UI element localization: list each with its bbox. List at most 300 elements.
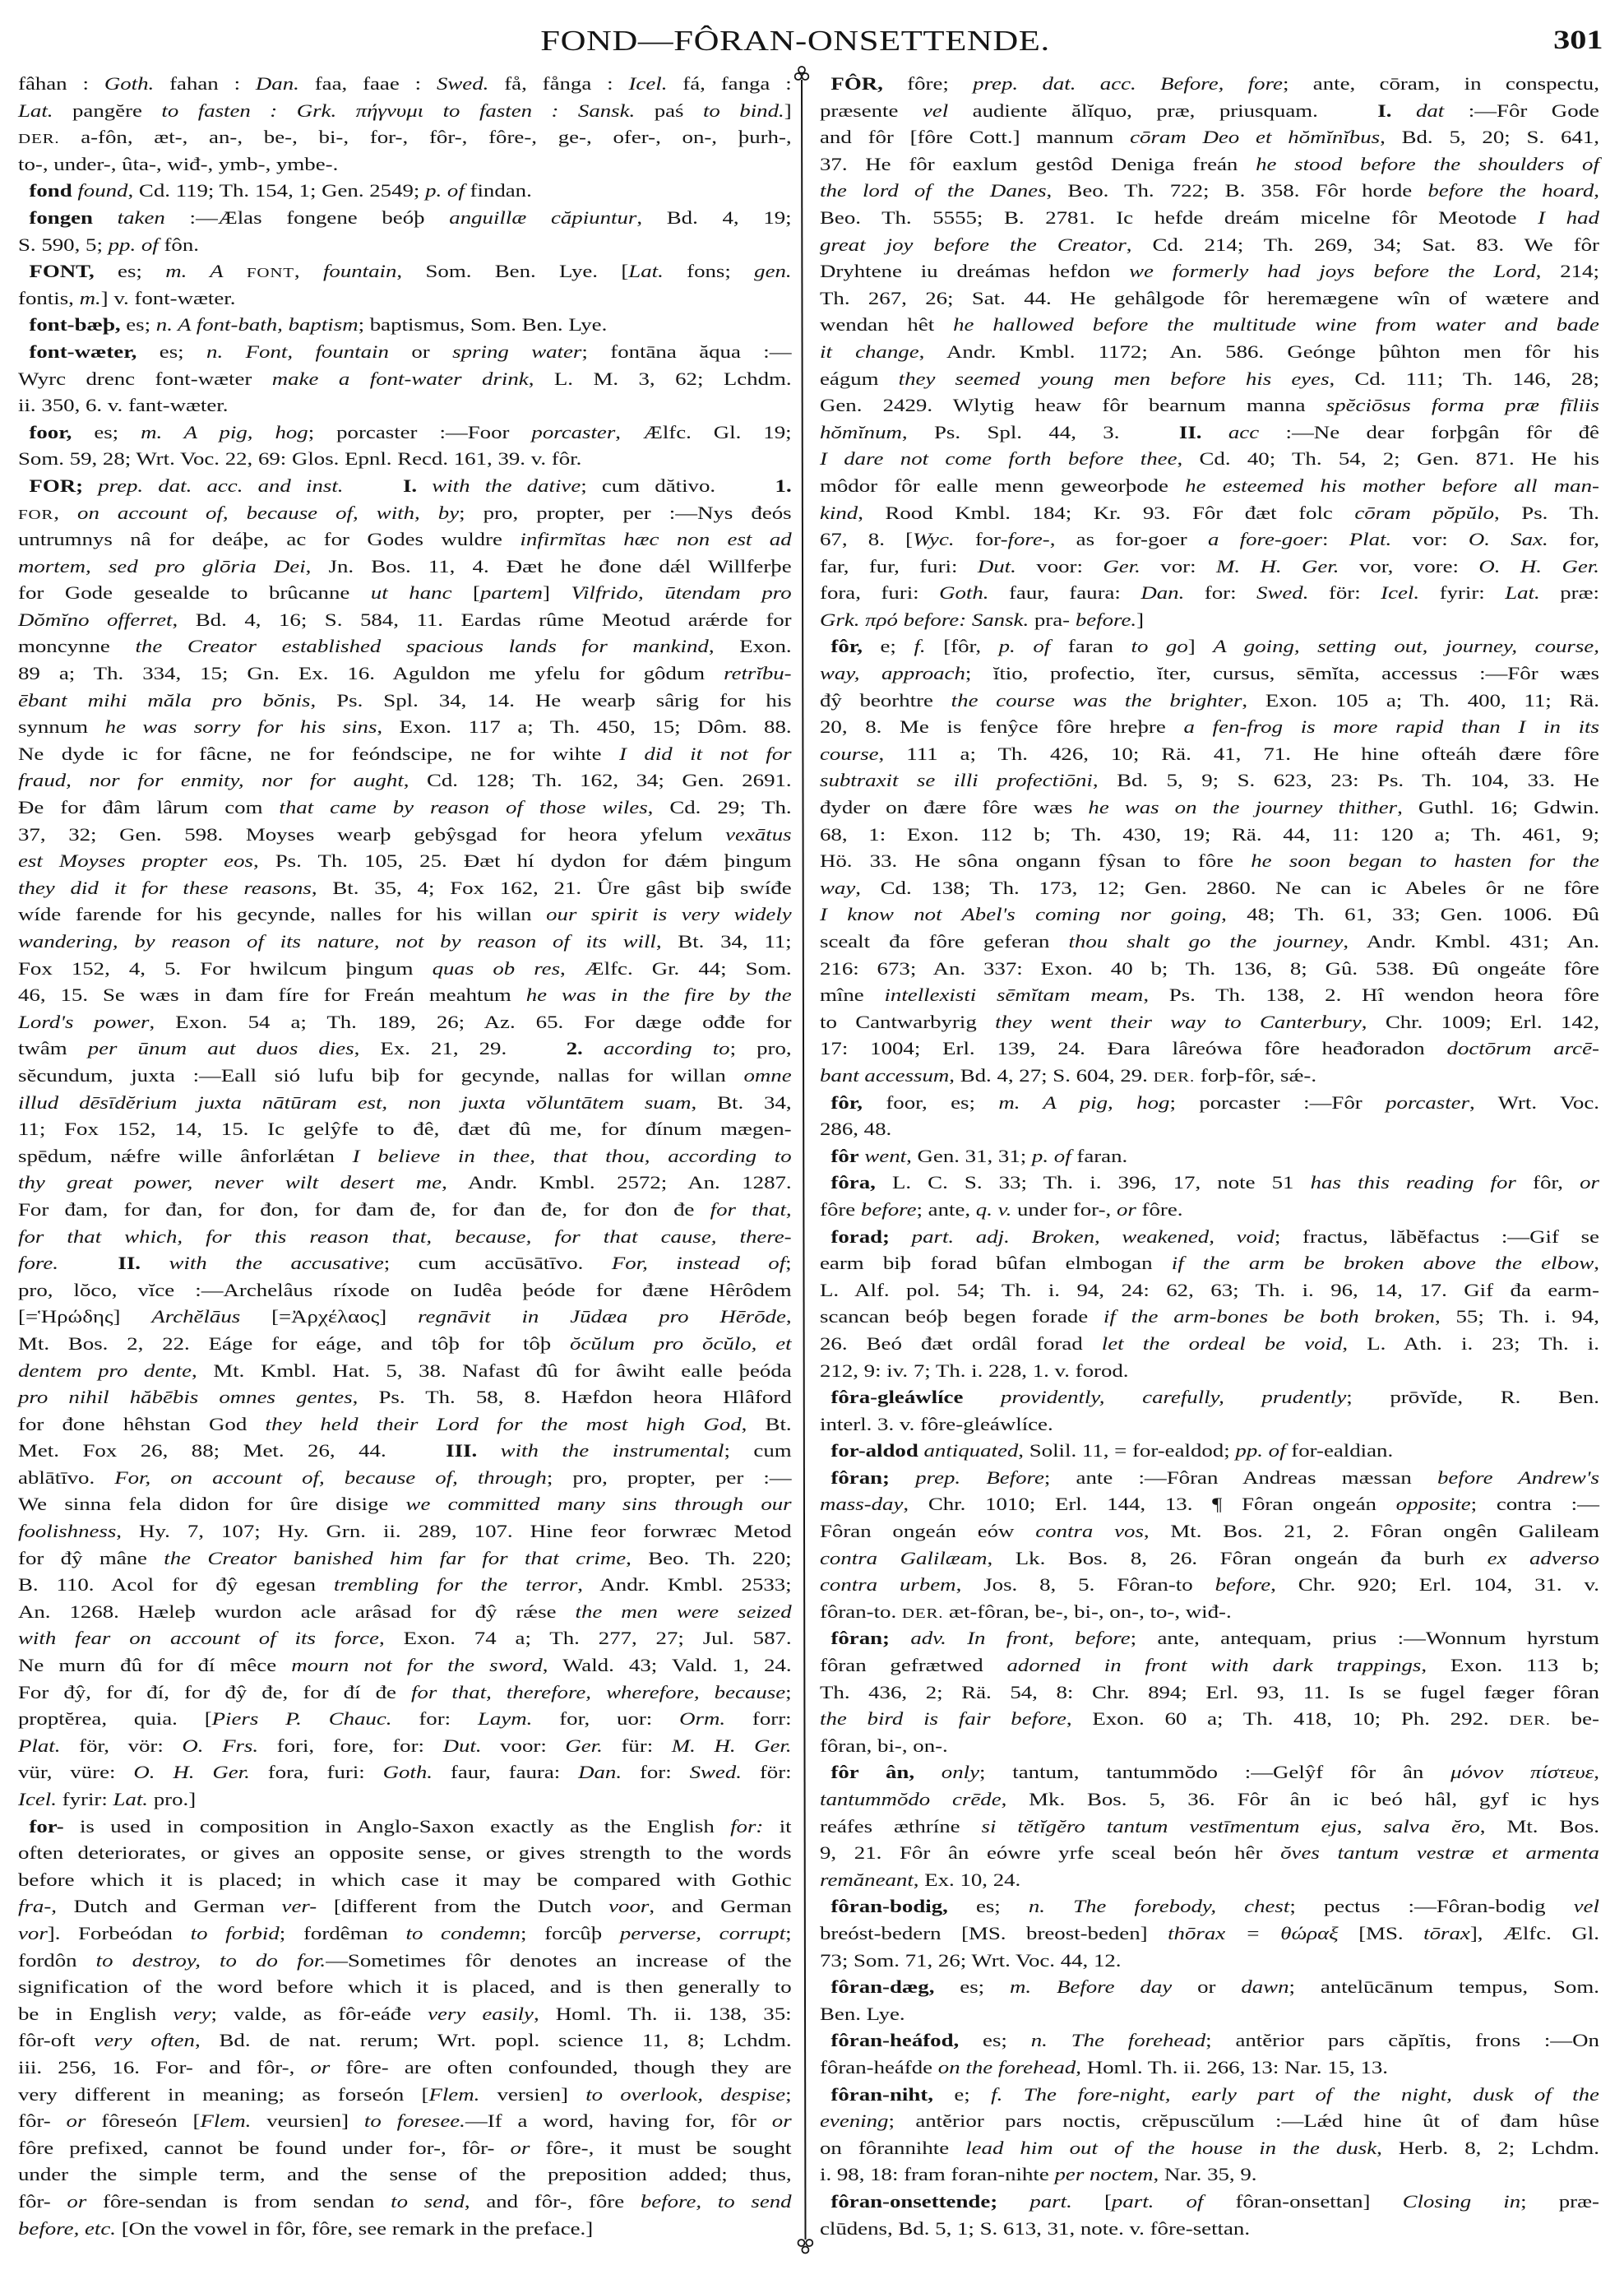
italic-gloss: he hallowed before the multitude wine from water and bade: [953, 314, 1599, 336]
italic-gloss: the Creator banished him far for that crime: [164, 1547, 627, 1568]
text-run: [83, 475, 98, 496]
italic-gloss: prep. Before: [915, 1466, 1044, 1488]
italic-gloss: we formerly had joys before the Lord: [1129, 261, 1536, 282]
text-line: [820, 660, 1599, 688]
text-run: faur, faura:: [988, 582, 1141, 604]
italic-gloss: with the accusative: [169, 1253, 384, 1274]
italic-gloss: providently, carefully, prudently: [1001, 1387, 1347, 1408]
text-run: ; porcaster :—Foor: [308, 421, 532, 442]
text-run: [different from the Dutch: [317, 1896, 609, 1917]
italic-gloss: adv. In front, before: [910, 1628, 1131, 1649]
italic-gloss: tōrax: [1423, 1922, 1470, 1943]
italic-gloss: they went their way to Canterbury: [995, 1011, 1362, 1032]
italic-gloss: ēbant mihi măla pro bŏnis: [18, 689, 311, 711]
italic-gloss: taken: [117, 206, 165, 228]
text-run: 9, 21. Fôr ân eówre yrfe sceal beón hêr: [820, 1842, 1281, 1864]
italic-gloss: on the forehead: [937, 2056, 1076, 2078]
text-run: , 111 a; Th. 426, 10; Rä. 41, 71. He hine ofteáh đære fôre: [878, 743, 1599, 764]
text-run: es;: [120, 314, 156, 336]
text-line: [18, 1920, 792, 1948]
headword: fond: [29, 180, 72, 202]
text-line: [820, 875, 1599, 902]
text-run: Ne dyde ic for fâcne, ne for feóndscipe, ne for wihte: [18, 743, 619, 764]
text-run: on fôrannihte: [820, 2137, 966, 2158]
text-run: fôr-oft: [18, 2030, 95, 2051]
text-run: to-, under-, ûta-, wiđ-, ymb-, ymbe-.: [18, 153, 339, 174]
italic-gloss: p. of: [425, 180, 465, 202]
text-line: [18, 822, 792, 849]
text-line: [820, 419, 1599, 447]
italic-gloss: mourn not for the sword: [291, 1655, 543, 1676]
italic-gloss: p. of: [1031, 1145, 1071, 1166]
text-run: [859, 1146, 865, 1166]
text-line: [18, 1948, 792, 1975]
italic-gloss: Goth.: [382, 1762, 433, 1783]
italic-gloss: M. H. Ger.: [671, 1735, 792, 1756]
text-run: fori, fore, for:: [258, 1735, 443, 1756]
headword: FÔR,: [831, 73, 883, 94]
headword: I.: [1377, 100, 1392, 121]
text-line: [18, 1304, 792, 1331]
text-run: für:: [602, 1735, 672, 1756]
text-run: , Andr. Kmbl. 431; An.: [1343, 931, 1599, 952]
text-line: [820, 982, 1599, 1009]
text-line: [820, 312, 1599, 339]
text-run: [918, 1440, 924, 1461]
italic-gloss: or: [67, 2190, 87, 2212]
text-run: ; forcûþ: [520, 1922, 620, 1943]
italic-gloss: thou shalt go the journey: [1068, 931, 1344, 952]
headword: for-: [29, 1815, 64, 1837]
italic-gloss: M. H. Ger.: [1215, 555, 1339, 577]
text-line: [18, 1867, 792, 1894]
text-line: [820, 124, 1599, 151]
italic-gloss: intellexisti sēmĭtam meam: [884, 984, 1144, 1006]
text-line: [18, 2082, 792, 2109]
italic-gloss: he esteemed his mother before all man-: [1185, 475, 1599, 496]
text-run: ; fordêman: [279, 1922, 406, 1943]
italic-gloss: they did it for these reasons: [18, 877, 312, 898]
text-run: it: [763, 1815, 792, 1837]
italic-gloss: f.: [914, 636, 926, 657]
italic-gloss: kind: [820, 502, 858, 523]
italic-gloss: n. A font-bath, baptism: [155, 314, 359, 336]
text-run: môdor fôr ealle menn geweorþode: [820, 475, 1186, 496]
text-line: [18, 875, 792, 902]
text-run: [417, 475, 432, 496]
italic-gloss: quas ob res: [432, 957, 561, 979]
text-run: ; ĭtio, profectio, ĭter, cursus, sēmĭta, accessus :—Fôr wæs: [965, 663, 1599, 684]
text-line: [18, 98, 792, 125]
text-run: för:: [741, 1762, 792, 1783]
text-run: ,: [1594, 1253, 1599, 1274]
italic-gloss: adorned in front with dark trappings: [1006, 1655, 1422, 1676]
text-run: ; præ-: [1520, 2190, 1599, 2212]
text-run: ; antĕrior pars noctis, crĕpuscŭlum :—Lǽd hine ût of đam hûse: [888, 2110, 1599, 2132]
text-line: [820, 1572, 1599, 1599]
italic-gloss: before: [860, 1198, 917, 1220]
italic-gloss: I did it not for: [618, 743, 792, 764]
italic-gloss: n. The forebody, chest: [1028, 1896, 1290, 1917]
text-line: [18, 1974, 792, 2001]
text-line: [18, 1331, 792, 1358]
text-run: Đe for đâm lârum com: [18, 797, 280, 818]
text-run: pra-: [1029, 609, 1076, 630]
text-line: [820, 366, 1599, 393]
text-run: fôr-: [18, 2190, 67, 2212]
text-run: ii. 350, 6. v. fant-wæter.: [18, 395, 229, 416]
headword: fôr: [831, 1145, 859, 1166]
text-run: , Bt.: [741, 1413, 792, 1434]
headword: 1.: [775, 475, 792, 496]
text-run: , Ps. Spl. 44, 3.: [901, 421, 1120, 442]
text-line: [18, 633, 792, 660]
italic-gloss: before, etc.: [18, 2217, 116, 2239]
text-run: , Mk. Bos. 5, 36. Fôr ân ic beó hâl, gyf ic hys: [1001, 1789, 1599, 1809]
italic-gloss: very often: [94, 2030, 195, 2051]
italic-gloss: if the arm-bones be both broken: [1103, 1306, 1435, 1327]
text-line: [18, 124, 792, 151]
headword: fôran;: [831, 1466, 890, 1488]
text-run: 89 a; Th. 334, 15; Gn. Ex. 16. Aguldon me yfelu for gôdum: [18, 663, 724, 684]
text-run: ; pectus :—Fôran-bodig: [1289, 1896, 1574, 1917]
text-run: [fôr,: [925, 636, 999, 657]
text-run: Fox 152, 4, 5. For hwilcum þingum: [18, 957, 433, 979]
text-run: For đam, for đan, for đon, for đam đe, for đan đe, for đon đe: [18, 1198, 710, 1220]
text-line: [18, 714, 792, 741]
text-run: mîne: [820, 984, 885, 1006]
text-run: , Bd. 5, 20; S. 641,: [1380, 127, 1599, 148]
entry-first-line: [820, 1759, 1599, 1786]
text-run: , Cd. 119; Th. 154, 1; Gen. 2549;: [127, 180, 426, 202]
text-run: 37. He fôr eaxlum gestôd Deniga freán: [820, 153, 1256, 174]
text-run: , Bd. 5, 9; S. 623, 23: Ps. Th. 104, 33. He: [1092, 770, 1599, 791]
italic-gloss: to send: [391, 2190, 465, 2212]
text-run: fôre-, it must be sought: [530, 2137, 792, 2158]
text-line: [820, 1116, 1599, 1143]
text-line: [18, 2135, 792, 2162]
italic-gloss: to bind.: [702, 100, 784, 121]
text-run: , Beo. Th. 220;: [626, 1547, 792, 1568]
text-run: [1391, 100, 1415, 121]
text-line: [820, 151, 1599, 178]
text-line: [18, 607, 792, 634]
entry-first-line: [820, 2082, 1599, 2109]
text-line: [18, 2189, 792, 2216]
text-run: ,: [1594, 1762, 1599, 1783]
text-line: [18, 580, 792, 607]
italic-gloss: f. The fore-night, early part of the night, dusk of the: [991, 2083, 1599, 2105]
text-run: ; antĕrior pars căpĭtis, frons :—On: [1205, 2030, 1599, 2051]
text-run: 67, 8. [: [820, 529, 914, 550]
text-run: for:: [622, 1762, 690, 1783]
text-line: [18, 151, 792, 178]
text-line: [18, 956, 792, 983]
text-run: twâm: [18, 1038, 88, 1059]
text-run: , Ælfc. Gr. 44; Som.: [560, 957, 792, 979]
italic-gloss: contra Galilæam: [820, 1547, 988, 1568]
small-caps-label: DER.: [901, 1605, 944, 1621]
italic-gloss: doctōrum arcē-: [1446, 1038, 1599, 1059]
italic-gloss: before the hoard: [1427, 180, 1594, 202]
text-run: earm biþ forad bûfan elmbogan: [820, 1253, 1172, 1274]
text-run: fôreseón [: [86, 2110, 201, 2132]
text-run: ]: [784, 100, 792, 121]
entry-first-line: [820, 2027, 1599, 2055]
text-run: spēdum, nǽfre wille ânforlǽtan: [18, 1145, 353, 1166]
text-run: fora, furi:: [820, 582, 940, 604]
italic-gloss: Ger.: [1103, 555, 1141, 577]
text-run: untrumnys nâ for deáþe, ac for Godes wuldre: [18, 529, 521, 550]
text-run: 37, 32; Gen. 598. Moyses wearþ gebŷsgad for heora yfelum: [18, 823, 726, 845]
text-run: ; pro,: [729, 1038, 792, 1059]
italic-gloss: great joy before the Creator: [820, 234, 1127, 255]
running-head-title: FOND—FÔRAN-ONSETTENDE.: [540, 25, 1050, 57]
entry-first-line: [18, 1814, 792, 1841]
text-run: ;: [785, 1922, 792, 1943]
italic-gloss: est Moyses propter eos: [18, 850, 253, 872]
italic-gloss: ex adverso: [1487, 1547, 1599, 1568]
headword: fôran-onsettende;: [831, 2190, 998, 2212]
text-line: [820, 98, 1599, 125]
text-run: foor, es;: [862, 1091, 999, 1113]
text-line: [18, 1786, 792, 1814]
italic-gloss: voor: [608, 1896, 650, 1917]
italic-gloss: thy great power, never wilt desert me: [18, 1172, 442, 1193]
headword: font-bæþ,: [29, 314, 121, 336]
italic-gloss: tantummŏdo crēde: [820, 1789, 1002, 1809]
text-line: [820, 1920, 1599, 1948]
italic-gloss: or: [1580, 1172, 1599, 1193]
small-caps-label: FONT: [246, 265, 294, 281]
text-line: [820, 1706, 1599, 1733]
text-run: Gen. 2429. Wlytig heaw fôr bearnum manna: [820, 395, 1326, 416]
text-run: ,: [53, 502, 78, 523]
text-run: —If a word, having for, fôr: [465, 2110, 772, 2132]
text-run: for, uor:: [532, 1708, 680, 1730]
text-run: , Ps. Th.: [1494, 502, 1599, 523]
italic-gloss: the men were seized: [575, 1601, 792, 1622]
italic-gloss: q. v.: [975, 1198, 1012, 1220]
text-run: , Ex. 10, 24.: [913, 1869, 1021, 1890]
text-run: , Chr. 920; Erl. 104, 31. v.: [1270, 1574, 1599, 1596]
text-line: [820, 392, 1599, 419]
text-line: [18, 71, 792, 98]
italic-gloss: Grk. πρό before: Sansk.: [820, 609, 1029, 630]
italic-gloss: we committed many sins through our: [405, 1494, 792, 1515]
text-line: [18, 929, 792, 956]
text-run: es;: [72, 421, 141, 442]
text-line: [820, 232, 1599, 259]
headword: 2.: [566, 1038, 583, 1059]
text-line: [18, 1411, 792, 1438]
headword: I.: [402, 475, 418, 496]
italic-gloss: hŏmĭnum: [820, 421, 902, 442]
italic-gloss: Closing in: [1402, 2190, 1521, 2212]
text-run: B. 110. Acol for đŷ egesan: [18, 1574, 334, 1596]
text-run: , Ps. Spl. 34, 14. He wearþ sârig for his: [310, 689, 792, 711]
italic-gloss: to foresee.: [363, 2110, 465, 2132]
italic-gloss: or: [1116, 1198, 1136, 1220]
text-line: [18, 1438, 792, 1465]
text-line: [820, 1491, 1599, 1518]
text-line: [18, 2161, 792, 2189]
text-run: findan.: [464, 180, 532, 202]
text-run: 286, 48.: [820, 1119, 892, 1140]
text-run: wendan hêt: [820, 314, 954, 336]
headword: FOR;: [29, 475, 84, 496]
text-run: Th. 267, 26; Sat. 44. He gehâlgode fôr heremægene wîn of wætere and: [820, 287, 1599, 308]
italic-gloss: ver-: [281, 1896, 317, 1917]
entry-first-line: [18, 205, 792, 232]
text-run: to Cantwarbyrig: [820, 1011, 996, 1032]
italic-gloss: it change: [820, 340, 919, 362]
text-run: fá, fanga :: [667, 73, 792, 94]
text-run: for đone hêhstan God: [18, 1413, 266, 1434]
text-run: S. 590, 5;: [18, 234, 109, 255]
italic-gloss: the bird is fair before: [820, 1708, 1066, 1730]
entry-first-line: [18, 312, 792, 339]
text-run: i. 98, 18: fram foran-nihte: [820, 2164, 1055, 2185]
text-run: vor:: [1140, 555, 1216, 577]
headword: fôran-bodig,: [831, 1896, 948, 1917]
italic-gloss: vel: [1573, 1896, 1599, 1917]
text-run: for:: [391, 1708, 478, 1730]
italic-gloss: part. adj. Broken, weakened, void: [911, 1225, 1275, 1247]
italic-gloss: remăneant: [820, 1869, 914, 1890]
italic-gloss: mortem, sed pro glōria Dei: [18, 555, 306, 577]
text-run: , Bt. 34, 11;: [655, 931, 792, 952]
text-line: [820, 2108, 1599, 2135]
text-line: [18, 1759, 792, 1786]
italic-gloss: the Creator established spacious lands for mankind: [135, 636, 709, 657]
italic-gloss: antiquated: [923, 1440, 1019, 1462]
text-run: Wyrc drenc font-wæter: [18, 368, 272, 389]
text-run: , Exon. 60 a; Th. 418, 10; Ph. 292.: [1066, 1708, 1510, 1730]
text-line: [820, 1411, 1599, 1438]
text-line: [18, 794, 792, 822]
text-run: fyrir:: [1419, 582, 1506, 604]
text-line: [18, 2027, 792, 2055]
text-run: often deteriorates, or gives an opposite sense, or gives strength to the words: [18, 1842, 792, 1864]
text-run: versien]: [479, 2083, 586, 2105]
text-run: , Herb. 8, 2; Lchdm.: [1376, 2137, 1599, 2158]
text-run: scancan beóþ begen forade: [820, 1306, 1103, 1327]
italic-gloss: make a font-water drink: [271, 368, 529, 389]
text-run: , Mt. Bos.: [1479, 1815, 1599, 1837]
italic-gloss: for that, therefore, wherefore, because: [411, 1681, 786, 1702]
text-run: æt-fôran, be-, bi-, on-, to-, wiđ-.: [943, 1601, 1232, 1622]
italic-gloss: Goth.: [939, 582, 989, 604]
text-run: [MS.: [1338, 1922, 1424, 1943]
text-run: , Wrt. Voc.: [1469, 1091, 1599, 1113]
text-run: [On the vowel in fôr, fôre, see remark in the preface.]: [115, 2217, 594, 2239]
text-run: , Mt. Bos. 21, 2. Fôran ongên Galileam: [1143, 1521, 1599, 1542]
text-line: [820, 1840, 1599, 1867]
text-run: 26. Beó đæt ordâl forad: [820, 1332, 1102, 1354]
text-line: [820, 2001, 1599, 2028]
text-run: for-ealdian.: [1285, 1440, 1394, 1462]
text-line: [18, 1733, 792, 1760]
italic-gloss: fra-: [18, 1896, 52, 1917]
text-line: [18, 1116, 792, 1143]
text-run: ; baptismus, Som. Ben. Lye.: [358, 314, 608, 336]
headword: fôran-dæg,: [831, 1976, 935, 1998]
text-run: fyrir:: [56, 1789, 113, 1809]
italic-gloss: our spirit is very widely: [546, 904, 792, 925]
text-line: [820, 848, 1599, 875]
italic-gloss: with the instrumental: [500, 1440, 724, 1462]
italic-gloss: fore-: [1007, 529, 1050, 550]
italic-gloss: pro nihil hăbēbis omnes gentes: [18, 1387, 353, 1408]
italic-gloss: pp. of: [108, 234, 159, 255]
text-line: [820, 1518, 1599, 1545]
text-line: [18, 688, 792, 715]
text-run: synnum: [18, 716, 105, 738]
text-run: , Exon. 113 b;: [1421, 1655, 1599, 1676]
italic-gloss: ŏcŭlum pro ŏcŭlo, et: [570, 1332, 792, 1354]
text-line: [820, 1814, 1599, 1841]
text-run: fons;: [663, 261, 755, 282]
italic-gloss: Dan.: [578, 1762, 622, 1783]
text-line: [820, 1733, 1599, 1760]
headword: fôr ân,: [831, 1762, 915, 1783]
italic-gloss: let the ordeal be void: [1101, 1332, 1343, 1354]
entry-first-line: [820, 71, 1599, 98]
text-run: faran: [1050, 636, 1131, 657]
text-line: [820, 1599, 1599, 1626]
italic-gloss: prep. dat. acc. Before, fore: [973, 73, 1283, 94]
text-run: clūdens, Bd. 5, 1; S. 613, 31, note. v. fôre-settan.: [820, 2217, 1251, 2239]
text-run: ]: [1187, 636, 1214, 657]
italic-gloss: fountain: [322, 261, 397, 282]
text-run: fôr-: [18, 2110, 67, 2132]
text-run: [890, 1628, 910, 1648]
text-run: ;: [785, 2083, 792, 2105]
entry-first-line: [820, 1465, 1599, 1492]
italic-gloss: porcaster: [531, 421, 616, 442]
italic-gloss: Laym.: [477, 1708, 533, 1730]
italic-gloss: wandering, by reason of its nature, not by reason of its will: [18, 931, 656, 952]
italic-gloss: pp. of: [1235, 1440, 1286, 1462]
italic-gloss: evening: [820, 2110, 889, 2132]
text-line: [18, 1143, 792, 1170]
text-run: ; fontāna ăqua :—: [581, 340, 792, 362]
divider-rule: [802, 80, 806, 2240]
italic-gloss: O. Sax.: [1468, 529, 1548, 550]
entry-first-line: [820, 1170, 1599, 1197]
text-run: Hö. 33. He sôna ongann fŷsan to fôre: [820, 850, 1252, 872]
text-run: fôre: [820, 1198, 861, 1220]
text-run: We sinna fela didon for ûre disige: [18, 1494, 406, 1515]
italic-gloss: found: [77, 180, 128, 202]
italic-gloss: Swed.: [436, 73, 489, 94]
text-run: , 55; Th. i. 94,: [1434, 1306, 1599, 1327]
italic-gloss: ŏves tantum vestræ et armenta: [1280, 1842, 1599, 1864]
entry-first-line: [18, 258, 792, 285]
text-line: [820, 956, 1599, 983]
text-run: , Andr. Kmbl. 1172; An. 586. Geónge þûhton men fôr his: [918, 340, 1599, 362]
text-line: [820, 580, 1599, 607]
italic-gloss: I believe in thee, that thou, according to: [352, 1145, 792, 1166]
text-run: :: [1322, 529, 1349, 550]
text-run: , Guthl. 16; Gdwin.: [1397, 797, 1599, 818]
text-run: vor:: [1391, 529, 1469, 550]
text-line: [18, 1706, 792, 1733]
italic-gloss: m. A pig, hog: [998, 1091, 1170, 1113]
italic-gloss: Icel.: [1381, 582, 1420, 604]
text-line: [820, 1197, 1599, 1224]
